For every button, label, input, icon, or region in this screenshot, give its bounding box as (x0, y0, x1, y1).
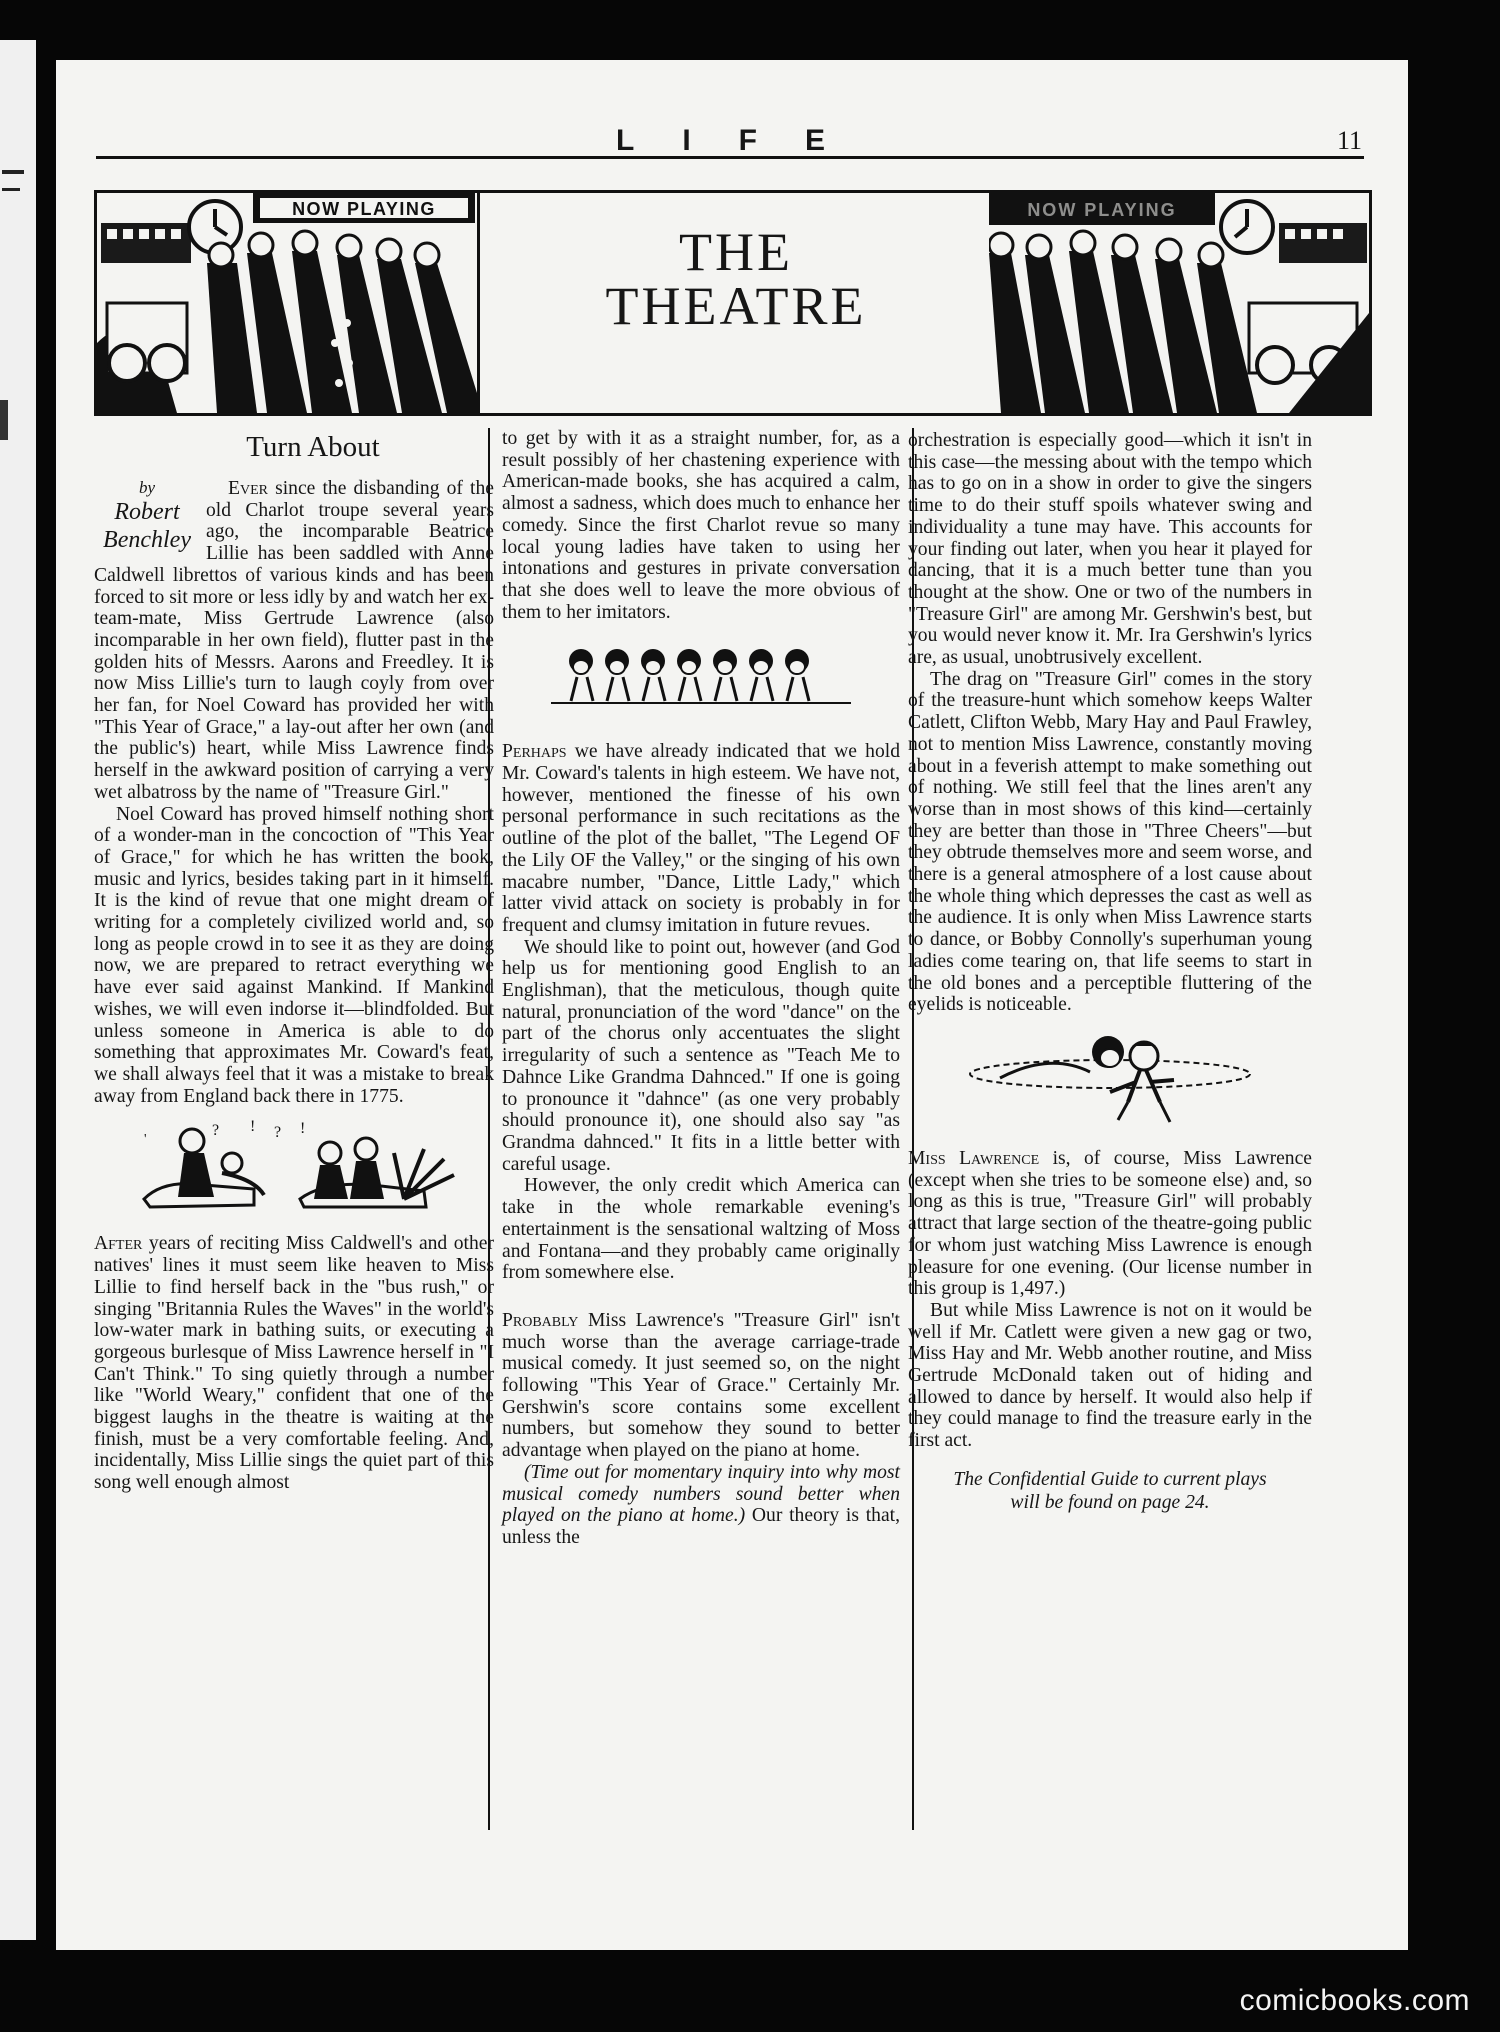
adjacent-page-mark (2, 188, 20, 191)
lead-in: Perhaps (502, 741, 567, 763)
spot-illustration-chorus-line (541, 643, 861, 717)
byline-last-name: Benchley (103, 527, 191, 553)
svg-text:': ' (144, 1132, 147, 1148)
paragraph: But while Miss Lawrence is not on it would be well if Mr. Catlett were given a new gag or two, Miss Hay and Mr. Webb another routine, and Miss Gertrude McDonald taken out of hiding and allowed to dance by herself. It would also help if they could manage to find the treasure early in the first act. (908, 1299, 1312, 1452)
lead-in: Miss Lawrence (908, 1147, 1040, 1169)
column-2 (488, 428, 914, 1830)
lead-in: Ever (228, 478, 268, 499)
paragraph: However, the only credit which America can take in the whole remarkable evening's entertainment is the sensational waltzing of Moss and Fontana—and they probably came originally from somewhere else. (502, 1175, 900, 1284)
section-title-line1: THE (679, 222, 793, 282)
adjacent-page-mark (0, 400, 8, 440)
now-playing-crowd-illustration-right (989, 193, 1369, 413)
paragraph (94, 1233, 494, 1493)
paragraph: to get by with it as a straight number, for, as a result possibly of her chastening experience with American-made books, she has acquired a calm, almost a sadness, which does much to enhance her comedy. Since the first Charlot revue so many local young ladies have taken to using her intonations and gestures in private conversation that she does well to leave the more obvious of them to her imitators. (502, 428, 900, 623)
paragraph (502, 1462, 900, 1549)
paragraph (502, 1310, 900, 1462)
adjacent-page-edge (0, 40, 36, 1940)
guide-line-1: The Confidential Guide to current plays (953, 1468, 1267, 1490)
page-number: 11 (1336, 126, 1362, 155)
section-banner (94, 190, 1372, 416)
byline-by: by (138, 478, 156, 497)
lead-in: Probably (502, 1309, 579, 1331)
paragraph: Noel Coward has proved himself nothing short of a wonder-man in the concoction of "This Year of Grace," for which he has written the book, music and lyrics, besides taking part in it himself. It is the kind of revue that one might dream of writing for a completely civilized world and, so long as people crowd in to see it as they are doing now, we are prepared to retract everything we have ever said against Mankind. If Mankind wishes, we will even indorse it—blindfolded. But unless someone in America is able to do something that approximates Mr. Coward's feat, we shall always feel that it was a mistake to break away from England back there in 1775. (94, 803, 494, 1107)
lead-in: After (94, 1233, 143, 1255)
byline (94, 478, 200, 554)
running-head (96, 126, 1364, 159)
guide-line-2: will be found on page 24. (1010, 1491, 1210, 1513)
paragraph-text: is, of course, Miss Lawrence (except when she tries to be someone else) and, so long as this is true, "Treasure Girl" will probably attract that large section of the theatre-going public for whom just watching Miss Lawrence is enough pleasure for one evening. (Our license number in this group is 1,497.) (908, 1147, 1312, 1300)
paragraph-text: Our theory is that, unless the (502, 1505, 900, 1548)
article-headline: Turn About (246, 431, 380, 463)
paragraph-text: Miss Lawrence's "Treasure Girl" isn't much worse than the average carriage-trade musical comedy. It just seemed so, on the night following "This Year of Grace." Certainly Mr. Gershwin's score contains some excellent numbers, but somehow they sound to better advantage when played on the piano at home. (502, 1309, 900, 1462)
column-1 (94, 430, 494, 1494)
aside-italic: (Time out for momentary inquiry into why most musical comedy numbers sound better when played on the piano at home.) (502, 1461, 900, 1527)
paragraph: The drag on "Treasure Girl" comes in the story of the treasure-hunt which somehow keeps Walter Catlett, Clifton Webb, Mary Hay and Paul Frawley, not to mention Miss Lawrence, constantly moving about in a feverish attempt to make something out of nothing. We still feel that the lines aren't any worse than in most shows of this kind—certainly they are better than those in "Three Cheers"—but they obtrude themselves more and seem worse, and there is a general atmosphere of a lost cause about the whole thing which depresses the cast as well as the audience. It is only when Miss Lawrence starts to dance, or Bobby Connolly's superhuman young ladies come tearing on, that life seems to start in the old bones and a perceptible fluttering of the eyelids is noticeable. (908, 668, 1312, 1016)
confidential-guide-note (908, 1468, 1312, 1514)
magazine-title: LIFE (616, 124, 873, 157)
section-title (477, 193, 995, 413)
spot-illustration-dancers (960, 1032, 1260, 1128)
column-3 (908, 430, 1312, 1514)
svg-text:!: ! (300, 1120, 306, 1138)
paragraph (908, 1148, 1312, 1300)
svg-text:!: ! (250, 1119, 256, 1136)
adjacent-page-mark (2, 170, 24, 174)
paragraph: We should like to point out, however (and God help us for mentioning good English to an Englishman), that the meticulous, though quite natural, pronunciation of the word "dance" on the part of the chorus only accentuates the slight irregularity of such a sentence as "Teach Me to Dahnce Like Grandma Dahnced." If one is going to pronounce it "dahnce" (as one very probably should pronounce it), one should also say "as Grandma dahnced." It fits in a little better with careful usage. (502, 936, 900, 1175)
svg-text:?: ? (274, 1124, 282, 1142)
paragraph-text: since the disbanding of the old Charlot troupe several years ago, the incomparable Beatrice Lillie has been saddled with Anne Caldwell librettos of various kinds and has been forced to sit more or less idly by and watch her ex-team-mate, Miss Gertrude Lawrence (also incomparable in her own field), flutter past in the golden hits of Messrs. Aarons and Freedley. It is now Miss Lillie's turn to laugh coyly from over her fan, for Noel Coward has provided her with "This Year of Grace," a lay-out after her own (and the public's) heart, while Miss Lawrence finds herself in the awkward position of carrying a very wet albatross by the name of "Treasure Girl." (94, 478, 494, 803)
site-watermark: comicbooks.com (1239, 1984, 1470, 2017)
spot-illustration-audience (104, 1119, 484, 1215)
now-playing-sign-right: NOW PLAYING (1027, 200, 1177, 220)
paragraph: orchestration is especially good—which it isn't in this case—the messing about with the tempo which has to go on in a show in order to give the singers time to do their stuff spoils whatever swing and individuality a tune may have. This accounts for your finding out later, when you hear it played for dancing, that it is a much better tune than you thought at the show. One or two of the numbers in "Treasure Girl" are among Mr. Gershwin's best, but you would never know it. Mr. Ira Gershwin's lyrics are, as usual, unobtrusively excellent. (908, 430, 1312, 669)
paragraph-text: we have already indicated that we hold Mr. Coward's talents in high esteem. We have not, however, mentioned the finesse of his own personal performance in such recitations as the outline of the plot of the ballet, "The Legend OF the Lily OF the Valley," or the singing of his own macabre number, "Dance, Little Lady," which latter vivid attack on society is probably in for frequent and clumsy imitation in future revues. (502, 741, 900, 936)
byline-first-name: Robert (114, 499, 180, 525)
paragraph-text: years of reciting Miss Caldwell's and other natives' lines it must seem like heaven to Miss Lillie to find herself back in the "bus rush," or singing "Britannia Rules the Waves" in the world's low-water mark in bathing suits, or executing a gorgeous burlesque of Miss Lawrence herself in "I Can't Think." To sing quietly through a number like "World Weary," confident that one of the biggest laughs in the theatre is waiting at the finish, must be a very comfortable feeling. And, incidentally, Miss Lillie sings the quiet part of this song well enough almost (94, 1233, 494, 1494)
now-playing-sign-left: NOW PLAYING (292, 199, 436, 219)
paragraph (502, 741, 900, 936)
now-playing-crowd-illustration-left (97, 193, 477, 413)
svg-text:?: ? (212, 1122, 220, 1140)
section-title-line2: THEATRE (605, 276, 867, 336)
magazine-page (56, 60, 1408, 1950)
